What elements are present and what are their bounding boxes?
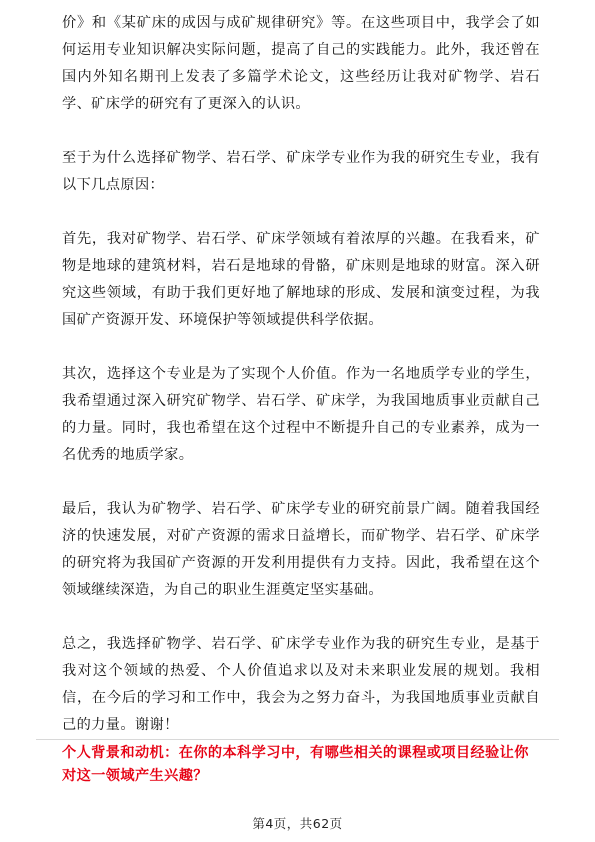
paragraph-project-experience: 价》和《某矿床的成因与成矿规律研究》等。在这些项目中，我学会了如何运用专业知识解决实际问题，提高了自己的实践能力。此外，我还曾在国内外知名期刊上发表了多篇学术论文，这些经历让我对矿物学、岩石学、矿床学的研究有了更深入的认识。 (62, 15, 540, 112)
paragraph-second-reason: 其次，选择这个专业是为了实现个人价值。作为一名地质学专业的学生，我希望通过深入研究矿物学、岩石学、矿床学，为我国地质事业贡献自己的力量。同时，我也希望在这个过程中不断提升自己的专业素养，成为一名优秀的地质学家。 (62, 366, 540, 463)
paragraph-reasons-intro: 至于为什么选择矿物学、岩石学、矿床学专业作为我的研究生专业，我有以下几点原因： (62, 150, 540, 193)
paragraph-third-reason: 最后，我认为矿物学、岩石学、矿床学专业的研究前景广阔。随着我国经济的快速发展，对矿产资源的需求日益增长，而矿物学、岩石学、矿床学的研究将为我国矿产资源的开发利用提供有力支持。因此，我希望在这个领域继续深造，为自己的职业生涯奠定坚实基础。 (62, 501, 540, 598)
section-divider (36, 739, 559, 740)
paragraph-gap (62, 118, 540, 145)
page-number-footer: 第4页，共62页 (252, 816, 343, 831)
document-body (62, 10, 540, 739)
paragraph-gap (62, 334, 540, 361)
interview-question-heading: 个人背景和动机：在你的本科学习中，有哪些相关的课程或项目经验让你对这一领域产生兴趣？ (62, 745, 529, 784)
paragraph-gap (62, 199, 540, 226)
paragraph-gap (62, 469, 540, 496)
paragraph-conclusion: 总之，我选择矿物学、岩石学、矿床学专业作为我的研究生专业，是基于我对这个领域的热爱、个人价值追求以及对未来职业发展的规划。我相信，在今后的学习和工作中，我会为之努力奋斗，为我国地质事业贡献自己的力量。谢谢！ (62, 636, 540, 733)
paragraph-first-reason: 首先，我对矿物学、岩石学、矿床学领域有着浓厚的兴趣。在我看来，矿物是地球的建筑材料，岩石是地球的骨骼，矿床则是地球的财富。深入研究这些领域，有助于我们更好地了解地球的形成、发展和演变过程，为我国矿产资源开发、环境保护等领域提供科学依据。 (62, 231, 540, 328)
paragraph-gap (62, 604, 540, 631)
